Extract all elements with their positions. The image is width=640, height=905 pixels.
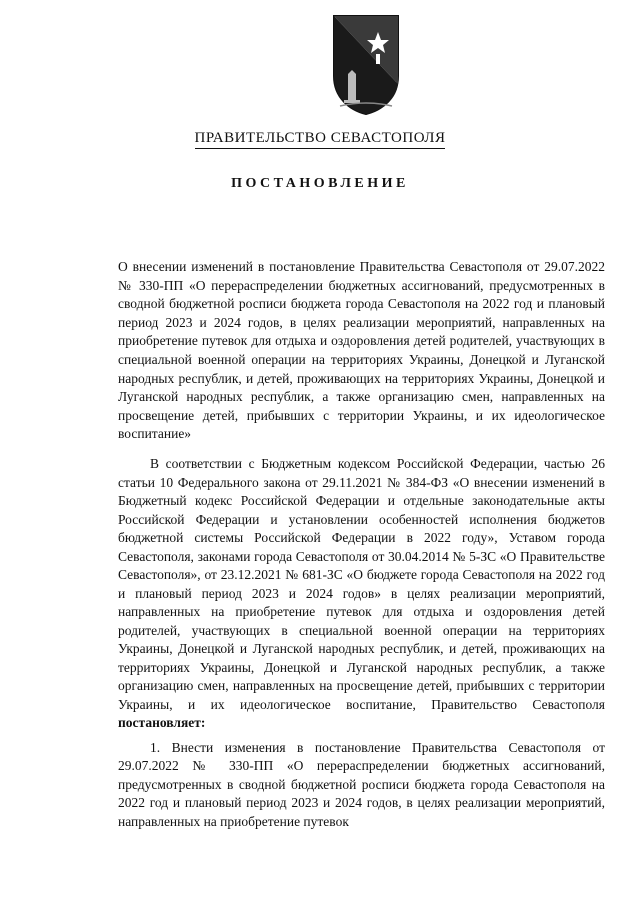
resolves-word: постановляет:: [118, 715, 206, 730]
point-1-paragraph: [118, 739, 605, 831]
sevastopol-coat-of-arms-icon: [330, 14, 402, 116]
resolution-subject: О внесении изменений в постановление Правительства Севастополя от 29.07.2022 № 330-ПП «О перераспределении бюджетных ассигнований, предусмотренных в сводной бюджетной росписи бюджета города Севастополя на 2022 год и плановый период 2023 и 2024 годов, в целях реализации мероприятий, направленных на приобретение путевок для отдыха и оздоровления детей родителей, участвующих в специальной военной операции на территориях Украины, Донецкой и Луганской народных республик, и детей, проживающих на территориях Украины, Донецкой и Луганской народных республик, а также организацию смен, направленных на просвещение детей, прибывших с территории Украины, и их идеологическое воспитание»: [118, 259, 605, 442]
document-type-heading: ПОСТАНОВЛЕНИЕ: [231, 176, 409, 191]
preamble-text: В соответствии с Бюджетным кодексом Российской Федерации, частью 26 статьи 10 Федерального закона от 29.11.2021 № 384-ФЗ «О внесении изменений в Бюджетный кодекс Российской Федерации и отдельные законодательные акты Российской Федерации и установлении особенностей исполнения бюджетов бюджетной системы Российской Федерации в 2022 году», Уставом города Севастополя, законами города Севастополя от 30.04.2014 № 5-ЗС «О Правительстве Севастополя», от 23.12.2021 № 681-ЗС «О бюджете города Севастополя на 2022 год и плановый период 2023 и 2024 годов» в целях реализации мероприятий, направленных на приобретение путевок для отдыха и оздоровления детей родителей, участвующих в специальной военной операции на территориях Украины, Донецкой и Луганской народных республик, и детей, проживающих на территориях Украины, Донецкой и Луганской народных республик, а также организацию смен, направленных на просвещение детей, прибывших с территории Украины, и их идеологическое воспитание, Правительство Севастополя: [118, 456, 605, 712]
government-name: ПРАВИТЕЛЬСТВО СЕВАСТОПОЛЯ: [0, 130, 640, 147]
point-1-text: 1. Внести изменения в постановление Правительства Севастополя от 29.07.2022 № 330-ПП «О перераспределении бюджетных ассигнований, предусмотренных в сводной бюджетной росписи бюджета города Севастополя на 2022 год и плановый период 2023 и 2024 годов, в целях реализации мероприятий, направленных на приобретение путевок: [118, 740, 605, 829]
preamble-paragraph: [118, 455, 605, 733]
